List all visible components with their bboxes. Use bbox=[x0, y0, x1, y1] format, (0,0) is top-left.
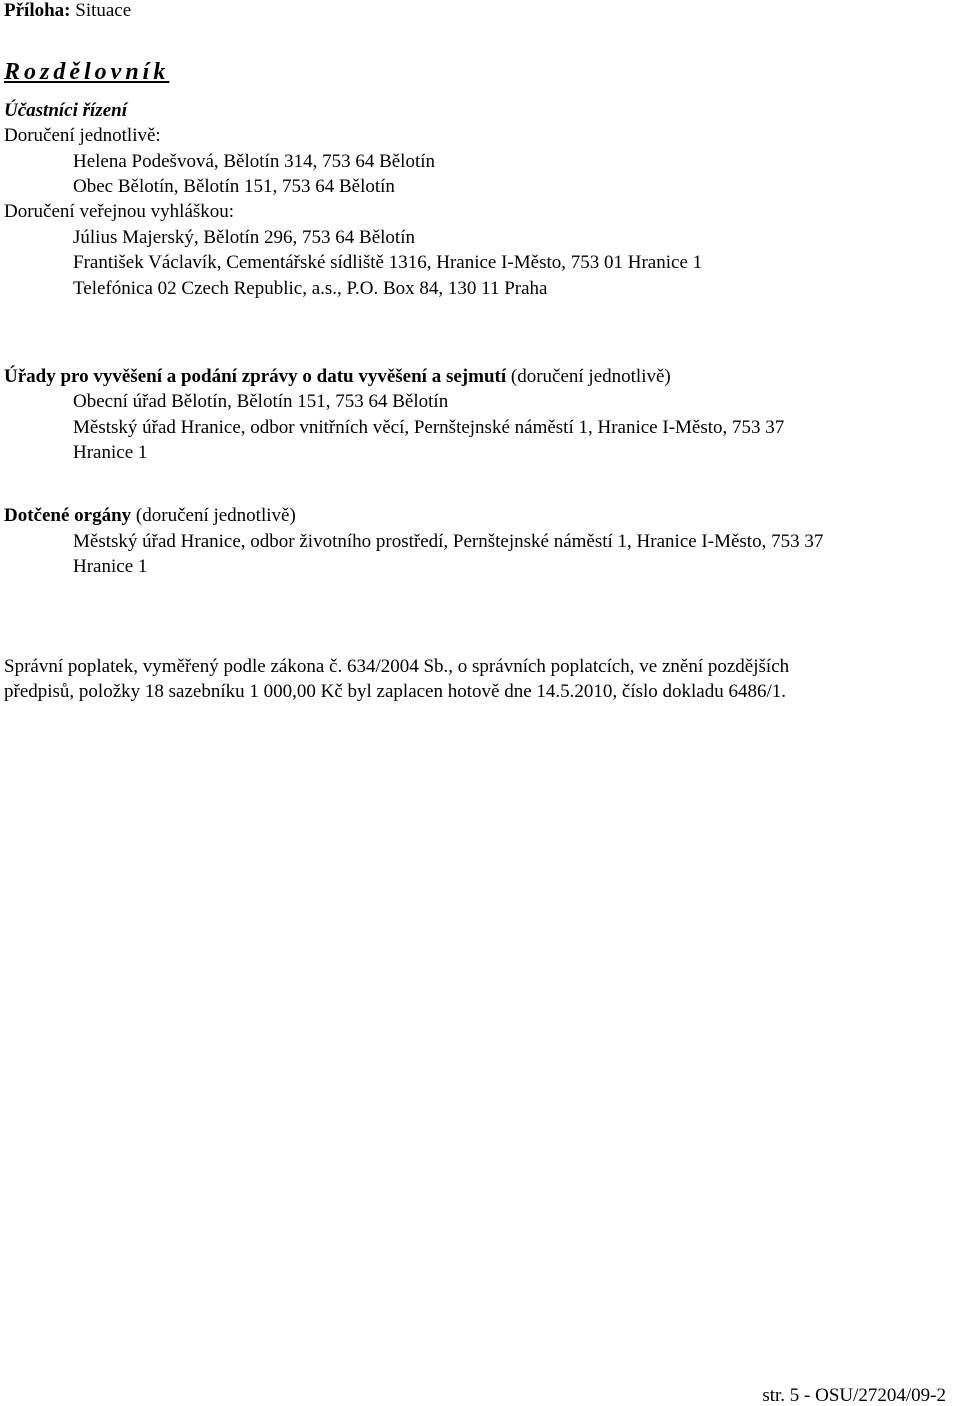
office-item: Městský úřad Hranice, odbor vnitřních věcí, Pernštejnské náměstí 1, Hranice I-Město, 753 37 bbox=[73, 417, 785, 438]
public-delivery-label: Doručení veřejnou vyhláškou: bbox=[4, 201, 235, 222]
affected-item: Hranice 1 bbox=[73, 556, 148, 577]
attachment-label: Příloha: bbox=[4, 0, 71, 21]
affected-heading-note: (doručení jednotlivě) bbox=[131, 505, 296, 526]
participant-item: František Václavík, Cementářské sídliště 1316, Hranice I-Město, 753 01 Hranice 1 bbox=[73, 252, 703, 273]
office-item: Obecní úřad Bělotín, Bělotín 151, 753 64 Bělotín bbox=[73, 391, 449, 412]
fee-line-2: předpisů, položky 18 sazebníku 1 000,00 Kč byl zaplacen hotově dne 14.5.2010, číslo dokladu 6486/1. bbox=[4, 681, 787, 702]
affected-item: Městský úřad Hranice, odbor životního prostředí, Pernštejnské náměstí 1, Hranice I-Město, 753 37 bbox=[73, 531, 824, 552]
fee-line-1: Správní poplatek, vyměřený podle zákona č. 634/2004 Sb., o správních poplatcích, ve znění pozdějších bbox=[4, 656, 790, 677]
page-reference: str. 5 - OSU/27204/09-2 bbox=[762, 1385, 946, 1406]
offices-heading-note: (doručení jednotlivě) bbox=[506, 366, 671, 387]
participant-item: Július Majerský, Bělotín 296, 753 64 Bělotín bbox=[73, 227, 415, 248]
attachment-value: Situace bbox=[75, 0, 132, 21]
participant-item: Telefónica 02 Czech Republic, a.s., P.O. Box 84, 130 11 Praha bbox=[73, 278, 548, 299]
offices-heading: Úřady pro vyvěšení a podání zprávy o datu vyvěšení a sejmutí bbox=[4, 366, 507, 387]
affected-heading-line bbox=[4, 506, 296, 525]
document-title: Rozdělovník bbox=[4, 59, 170, 85]
office-item: Hranice 1 bbox=[73, 442, 148, 463]
affected-heading: Dotčené orgány bbox=[4, 505, 132, 526]
attachment-line bbox=[4, 1, 131, 20]
offices-heading-line bbox=[4, 367, 671, 386]
individual-delivery-label: Doručení jednotlivě: bbox=[4, 125, 161, 146]
participant-item: Obec Bělotín, Bělotín 151, 753 64 Bělotín bbox=[73, 176, 395, 197]
participant-item: Helena Podešvová, Bělotín 314, 753 64 Bělotín bbox=[73, 151, 436, 172]
participants-heading: Účastníci řízení bbox=[4, 100, 127, 121]
